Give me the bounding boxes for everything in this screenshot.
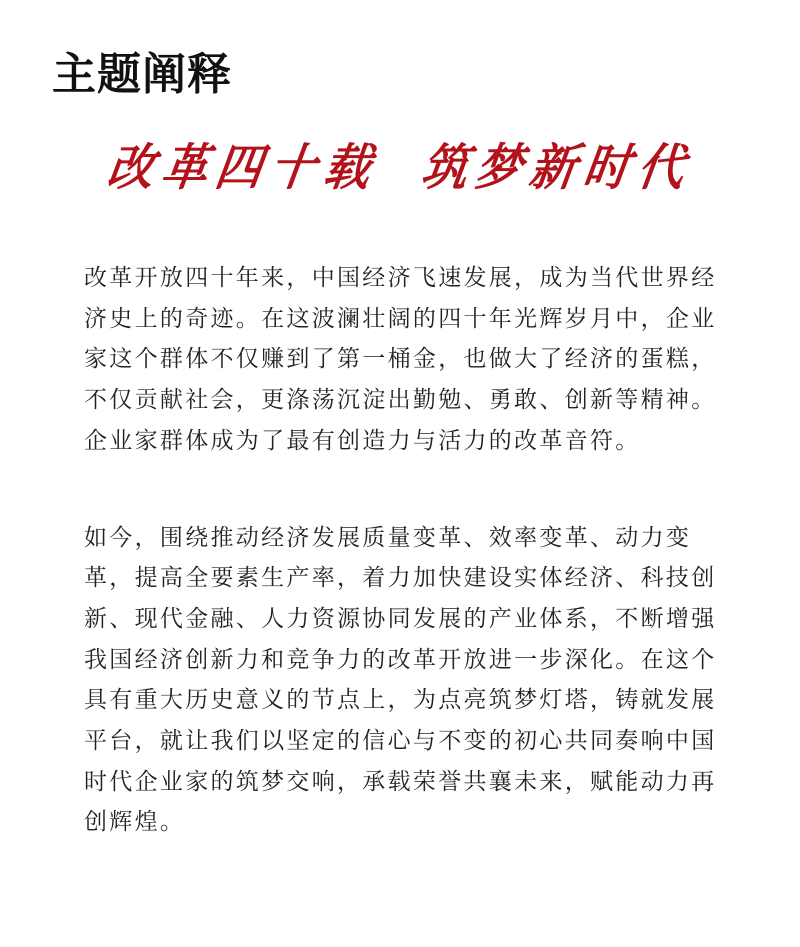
paragraph-2: 如今，围绕推动经济发展质量变革、效率变革、动力变革，提高全要素生产率，着力加快建设实体经济、科技创新、现代金融、人力资源协同发展的产业体系，不断增强我国经济创新力和竞争力的改革开放进一步深化。在这个具有重大历史意义的节点上，为点亮筑梦灯塔，铸就发展平台，就让我们以坚定的信心与不变的初心共同奏响中国时代企业家的筑梦交响，承载荣誉共襄未来，赋能动力再创辉煌。 xyxy=(84,524,717,836)
slogan-banner xyxy=(0,132,800,202)
slogan-left: 改革四十载 xyxy=(103,137,383,197)
slogan-right: 筑梦新时代 xyxy=(417,137,697,197)
page-title: 主题阐释 xyxy=(52,49,232,101)
paragraph-1: 改革开放四十年来，中国经济飞速发展，成为当代世界经济史上的奇迹。在这波澜壮阔的四十年光辉岁月中，企业家这个群体不仅赚到了第一桶金，也做大了经济的蛋糕，不仅贡献社会，更涤荡沉淀出勤勉、勇敢、创新等精神。企业家群体成为了最有创造力与活力的改革音符。 xyxy=(84,265,717,454)
article-body xyxy=(84,258,734,843)
